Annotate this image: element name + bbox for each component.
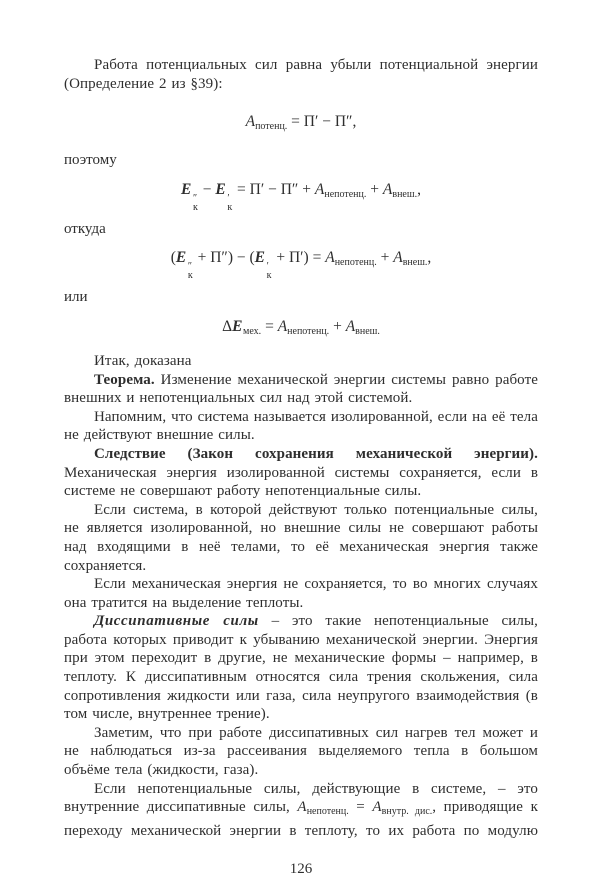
sup-sub-stack: ″ к <box>187 261 193 282</box>
paragraph: Следствие (Закон сохранения механической энергии). Механическая энергия изолированной системы сохраняется, если в системе не совершают работу непотенциальные силы. <box>64 445 538 500</box>
sup-sub-stack: ″ к <box>193 192 198 213</box>
page-number: 126 <box>289 861 313 878</box>
paragraph: Итак, доказана <box>94 352 192 369</box>
paragraph: Если система, в которой действуют только потенциальные силы, не является изолированной, но внешние силы не совершают работы над входящими в неё телами, то её механическая энергия также сохраняется. <box>64 501 538 574</box>
paragraph: Заметим, что при работе диссипативных сил нагрев тел может и не наблюдаться из-за рассеивания выделяемого тепла в большом объёме тела (жидкости, газа). <box>64 724 538 779</box>
page-content <box>64 56 538 840</box>
paragraph: Работа потенциальных сил равна убыли потенциальной энергии (Определение 2 из §39): <box>64 57 538 92</box>
connector-word: или <box>64 289 88 306</box>
connector-word: откуда <box>64 220 106 237</box>
paragraph: Напомним, что система называется изолированной, если на её тела не действуют внешние силы. <box>64 408 538 444</box>
sup-sub-stack: ′ к <box>227 192 233 213</box>
formula: E ″ к − E ′ к = $П' - П'' + A_{непотенц.} + A_{внеш.}$, <box>181 180 421 213</box>
formula: (E ″ к + П″) − (E ′ к + $П') = A_{непотенц.} + A_{внеш.}$, <box>170 249 432 282</box>
paragraph: Диссипативные силы – это такие непотенциальные силы, работа которых приводит к убыванию механической энергии. Энергия при этом переходит в другие, не механические формы – например, в теплоту. К диссипативным относятся сила трения скольжения, сила сопротивления жидкости или газа, сила неупругого взаимодействия (в том числе, внутреннее трение). <box>64 613 538 723</box>
formula: $A_{потенц.} = П' - П''$, <box>245 113 357 133</box>
formula: $\Delta E_{мех.} = A_{непотенц.} + A_{внеш.}$ <box>222 317 380 337</box>
paragraph: Если непотенциальные силы, действующие в системе, – это внутренние диссипативные силы, $A_{непотенц.} = A_{внутр. дис.}$, приводящие к переходу механической энергии в теплоту, то их работа по модулю <box>64 780 538 839</box>
paragraph: Если механическая энергия не сохраняется, то во многих случаях она тратится на выделение теплоты. <box>64 576 538 611</box>
sup-sub-stack: ′ к <box>266 261 272 282</box>
paragraph: Теорема. Изменение механической энергии системы равно работе внешних и непотенциальных сил над этой системой. <box>64 371 538 407</box>
connector-word: поэтому <box>64 152 117 169</box>
